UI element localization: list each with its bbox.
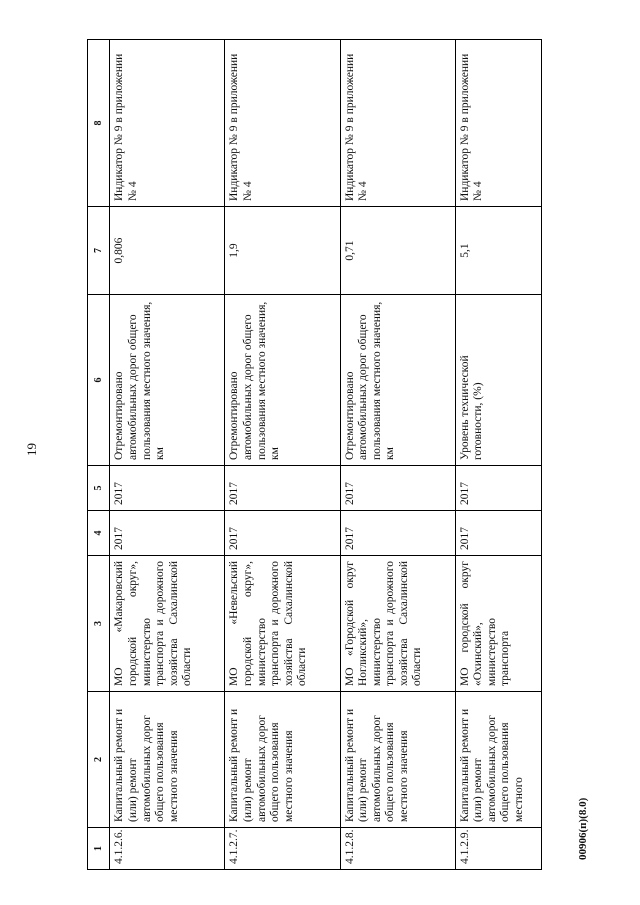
item-start-year: 2017 [225,511,340,556]
item-value: 5,1 [455,207,541,295]
column-number: 5 [88,466,110,511]
column-number: 7 [88,207,110,295]
page-number: 19 [24,443,39,456]
document-code: 00906(п)(8.0) [577,797,589,860]
item-indicator-link: Индикатор № 9 в приложении № 4 [225,40,340,207]
item-start-year: 2017 [455,511,541,556]
item-end-year: 2017 [225,466,340,511]
item-executor: МО «Невельский городской округ», министерство транспорта и дорожного хозяйства Сахалинской области [225,556,340,692]
item-indicator: Отремонтировано автомобильных дорог общего пользования местного значения, км [225,295,340,466]
table-row [225,40,340,870]
column-number: 8 [88,40,110,207]
rotated-table-container [87,40,542,870]
item-name: Капитальный ремонт и (или) ремонт автомобильных дорог общего пользования местного значения [110,692,225,828]
program-activities-table [87,39,542,870]
item-executor: МО «Городской округ Ногликский», министерство транспорта и дорожного хозяйства Сахалинской области [340,556,455,692]
item-value: 1,9 [225,207,340,295]
column-number: 4 [88,511,110,556]
item-indicator-link: Индикатор № 9 в приложении № 4 [340,40,455,207]
item-name: Капитальный ремонт и (или) ремонт автомобильных дорог общего пользования местного значения [225,692,340,828]
item-indicator: Отремонтировано автомобильных дорог общего пользования местного значения, км [340,295,455,466]
item-name: Капитальный ремонт и (или) ремонт автомобильных дорог общего пользования местного значения [340,692,455,828]
column-number-row [88,40,110,870]
item-code: 4.1.2.9. [455,828,541,870]
item-code: 4.1.2.7. [225,828,340,870]
item-end-year: 2017 [110,466,225,511]
item-end-year: 2017 [340,466,455,511]
column-number: 1 [88,828,110,870]
item-indicator-link: Индикатор № 9 в приложении № 4 [110,40,225,207]
item-start-year: 2017 [110,511,225,556]
item-end-year: 2017 [455,466,541,511]
item-indicator-link: Индикатор № 9 в приложении № 4 [455,40,541,207]
table-row [110,40,225,870]
table-row [340,40,455,870]
column-number: 6 [88,295,110,466]
item-value: 0,806 [110,207,225,295]
column-number: 2 [88,692,110,828]
column-number: 3 [88,556,110,692]
item-code: 4.1.2.8. [340,828,455,870]
item-start-year: 2017 [340,511,455,556]
item-indicator: Уровень технической готовности, (%) [455,295,541,466]
item-executor: МО городской округ «Охинский», министерство транспорта [455,556,541,692]
item-name: Капитальный ремонт и (или) ремонт автомобильных дорог общего пользования местного [455,692,541,828]
item-code: 4.1.2.6. [110,828,225,870]
item-value: 0,71 [340,207,455,295]
item-indicator: Отремонтировано автомобильных дорог общего пользования местного значения, км [110,295,225,466]
table-row [455,40,541,870]
item-executor: МО «Макаровский городской округ», министерство транспорта и дорожного хозяйства Сахалинской области [110,556,225,692]
